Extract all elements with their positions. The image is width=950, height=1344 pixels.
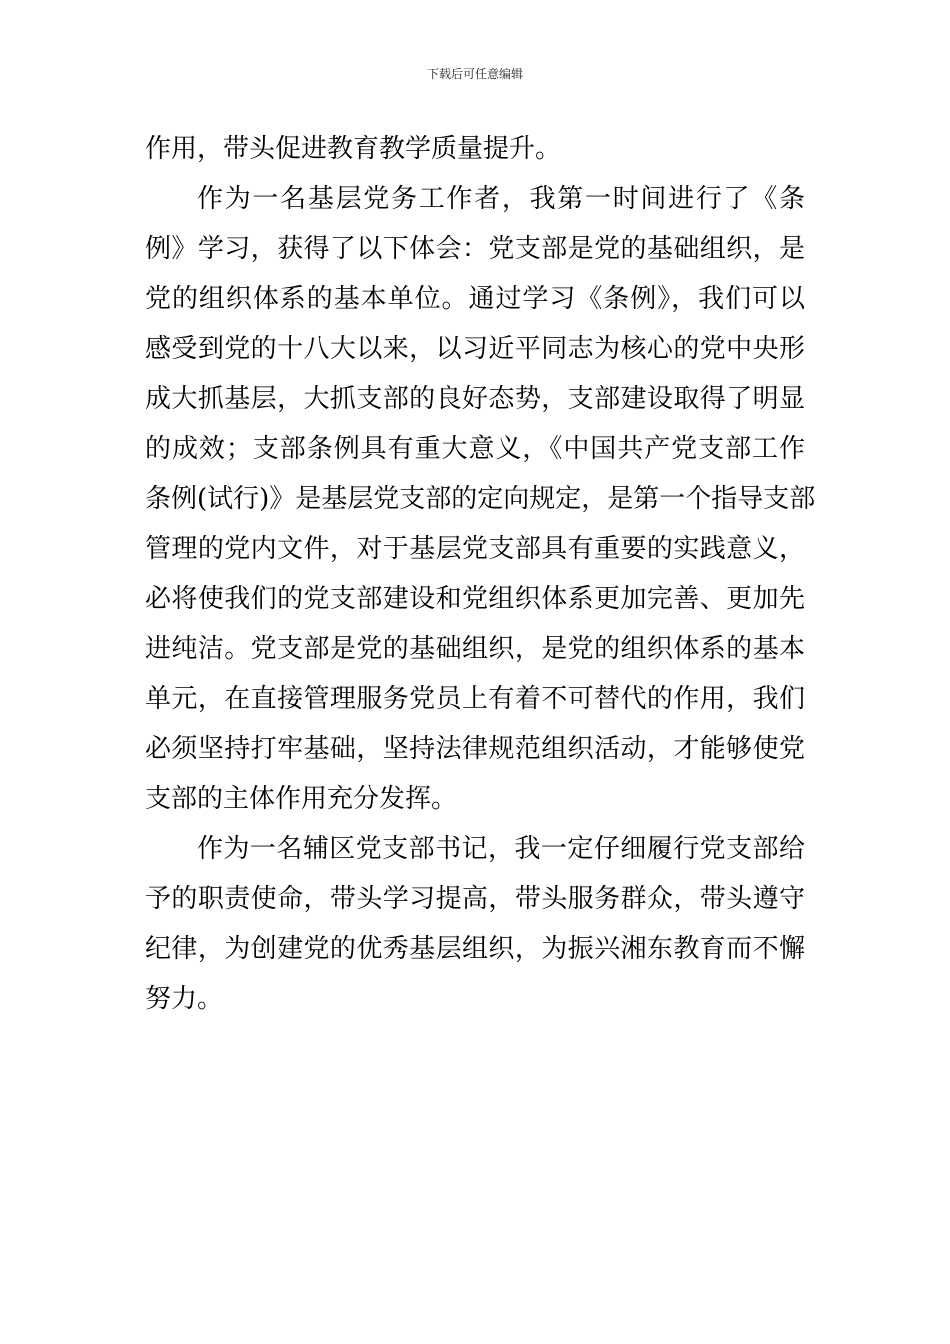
document-body (145, 124, 816, 1024)
text-line: 努力。 (145, 984, 224, 1014)
text-line: 单元，在直接管理服务党员上有着不可替代的作用，我们 (145, 684, 805, 714)
text-line: 支部的主体作用充分发挥。 (145, 784, 458, 814)
text-line: 感受到党的十八大以来，以习近平同志为核心的党中央形 (145, 334, 805, 364)
text-line: 纪律，为创建党的优秀基层组织，为振兴湘东教育而不懈 (145, 934, 805, 964)
text-line: 必须坚持打牢基础，坚持法律规范组织活动，才能够使党 (145, 734, 805, 764)
text-line: 例》学习，获得了以下体会：党支部是党的基础组织，是 (145, 234, 805, 264)
page-header-note: 下载后可任意编辑 (426, 67, 523, 81)
text-line: 成大抓基层，大抓支部的良好态势，支部建设取得了明显 (145, 384, 805, 414)
text-line: 作为一名基层党务工作者，我第一时间进行了《条 (197, 184, 805, 214)
text-line: 必将使我们的党支部建设和党组织体系更加完善、更加先 (145, 584, 805, 614)
text-line: 管理的党内文件，对于基层党支部具有重要的实践意义， (145, 534, 805, 564)
text-line: 条例(试行)》是基层党支部的定向规定，是第一个指导支部 (145, 484, 816, 514)
text-line: 作为一名辅区党支部书记，我一定仔细履行党支部给 (197, 834, 805, 864)
text-line: 予的职责使命，带头学习提高，带头服务群众，带头遵守 (145, 884, 805, 914)
text-line: 进纯洁。党支部是党的基础组织，是党的组织体系的基本 (145, 634, 805, 664)
text-line: 作用，带头促进教育教学质量提升。 (145, 134, 562, 164)
text-line: 的成效；支部条例具有重大意义，《中国共产党支部工作 (145, 434, 805, 464)
text-line: 党的组织体系的基本单位。通过学习《条例》，我们可以 (145, 284, 805, 314)
